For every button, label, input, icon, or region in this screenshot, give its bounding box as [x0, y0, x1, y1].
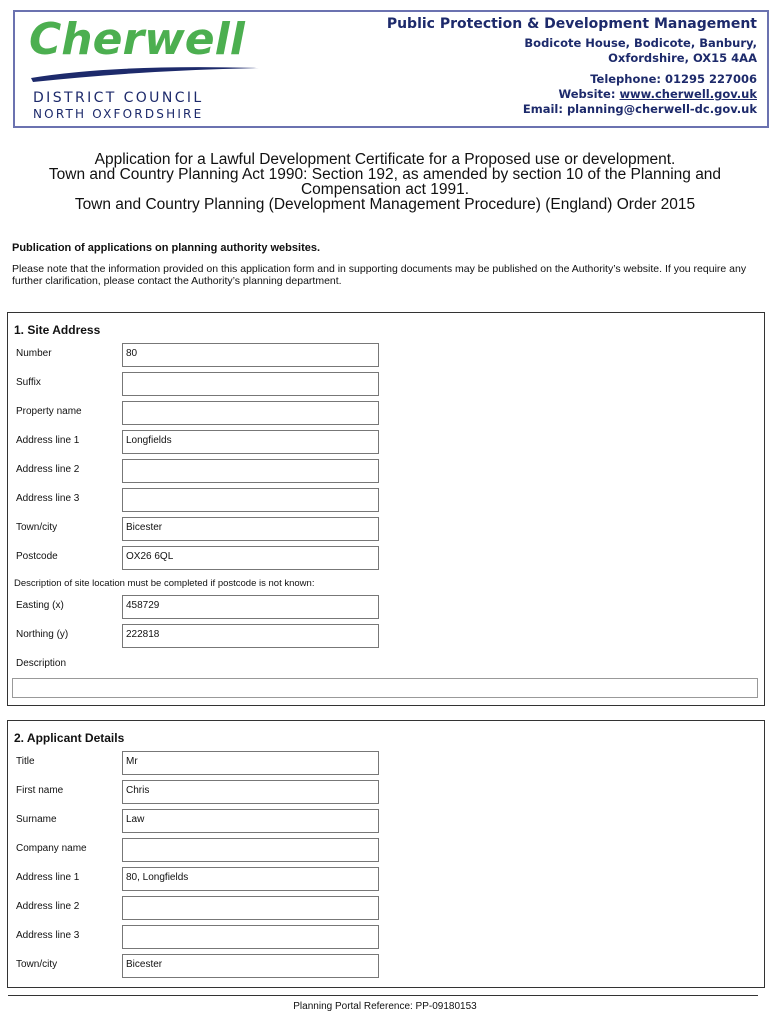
address-line-2-label: Address line 2: [16, 901, 80, 912]
email-line: [387, 102, 757, 117]
applicant-details-section: [7, 720, 765, 988]
website-link[interactable]: www.cherwell.gov.uk: [619, 87, 757, 101]
suffix-label: Suffix: [16, 377, 41, 388]
address-line-2-label: Address line 2: [16, 464, 80, 475]
publication-heading: Publication of applications on planning authority websites.: [12, 242, 321, 254]
title-field[interactable]: Mr: [122, 751, 379, 775]
section-title: 1. Site Address: [14, 323, 101, 337]
department-name: Public Protection & Development Management: [386, 16, 757, 32]
town-field[interactable]: Bicester: [122, 517, 379, 541]
title-line-3: Compensation act 1991.: [300, 181, 470, 198]
property-name-field[interactable]: [122, 401, 379, 425]
title-line-4: Town and Country Planning (Development Management Procedure) (England) Order 2015: [74, 196, 696, 213]
suffix-field[interactable]: [122, 372, 379, 396]
number-field[interactable]: 80: [122, 343, 379, 367]
postcode-label: Postcode: [16, 551, 58, 562]
email-label: Email:: [522, 102, 567, 116]
address-line-2-field[interactable]: [122, 896, 379, 920]
address-line-2: Oxfordshire, OX15 4AA: [608, 51, 757, 65]
company-name-label: Company name: [16, 843, 87, 854]
section-title: 2. Applicant Details: [14, 731, 125, 745]
address-line-1-label: Address line 1: [16, 872, 80, 883]
logo-district-council: DISTRICT COUNCIL: [33, 90, 204, 106]
easting-label: Easting (x): [16, 600, 64, 611]
description-field[interactable]: [12, 678, 758, 698]
first-name-field[interactable]: Chris: [122, 780, 379, 804]
address-line-1-label: Address line 1: [16, 435, 80, 446]
telephone: Telephone: 01295 227006: [590, 72, 757, 86]
town-field[interactable]: Bicester: [122, 954, 379, 978]
description-label: Description: [16, 658, 67, 669]
address-line-3-label: Address line 3: [16, 930, 80, 941]
title-line-1: Application for a Lawful Development Certificate for a Proposed use or development.: [94, 151, 676, 168]
form-title: [20, 152, 750, 212]
northing-label: Northing (y): [16, 629, 69, 640]
location-note: Description of site location must be completed if postcode is not known:: [14, 578, 315, 589]
logo-north-oxfordshire: NORTH OXFORDSHIRE: [33, 107, 204, 121]
address-line-1: Bodicote House, Bodicote, Banbury,: [524, 36, 757, 50]
property-name-label: Property name: [16, 406, 82, 417]
header-banner: [13, 10, 769, 128]
title-label: Title: [16, 756, 35, 767]
email-link[interactable]: planning@cherwell-dc.gov.uk: [566, 102, 757, 116]
surname-label: Surname: [16, 814, 57, 825]
town-label: Town/city: [16, 522, 58, 533]
address-line-3-field[interactable]: [122, 925, 379, 949]
logo-swoosh-icon: [27, 60, 267, 84]
town-label: Town/city: [16, 959, 58, 970]
website-label: Website:: [558, 87, 620, 101]
contact-block: [387, 14, 757, 117]
footer-divider: [8, 995, 758, 996]
address-line-1-field[interactable]: Longfields: [122, 430, 379, 454]
address-line-1-field[interactable]: 80, Longfields: [122, 867, 379, 891]
northing-field[interactable]: 222818: [122, 624, 379, 648]
address-line-3-label: Address line 3: [16, 493, 80, 504]
easting-field[interactable]: 458729: [122, 595, 379, 619]
address-line-3-field[interactable]: [122, 488, 379, 512]
first-name-label: First name: [16, 785, 64, 796]
surname-field[interactable]: Law: [122, 809, 379, 833]
planning-portal-reference: Planning Portal Reference: PP-09180153: [293, 1001, 477, 1012]
publication-text: Please note that the information provided on this application form and in supporting documents may be published on the Authority’s website. If you require any further clarification, please contact the Authority’s planning department.: [12, 263, 747, 287]
website-line: [387, 87, 757, 102]
council-logo-wordmark: Cherwell: [29, 14, 245, 65]
company-name-field[interactable]: [122, 838, 379, 862]
number-label: Number: [16, 348, 52, 359]
address-line-2-field[interactable]: [122, 459, 379, 483]
postcode-field[interactable]: OX26 6QL: [122, 546, 379, 570]
site-address-section: [7, 312, 765, 706]
title-line-2: Town and Country Planning Act 1990: Section 192, as amended by section 10 of the Planning and: [48, 166, 722, 183]
